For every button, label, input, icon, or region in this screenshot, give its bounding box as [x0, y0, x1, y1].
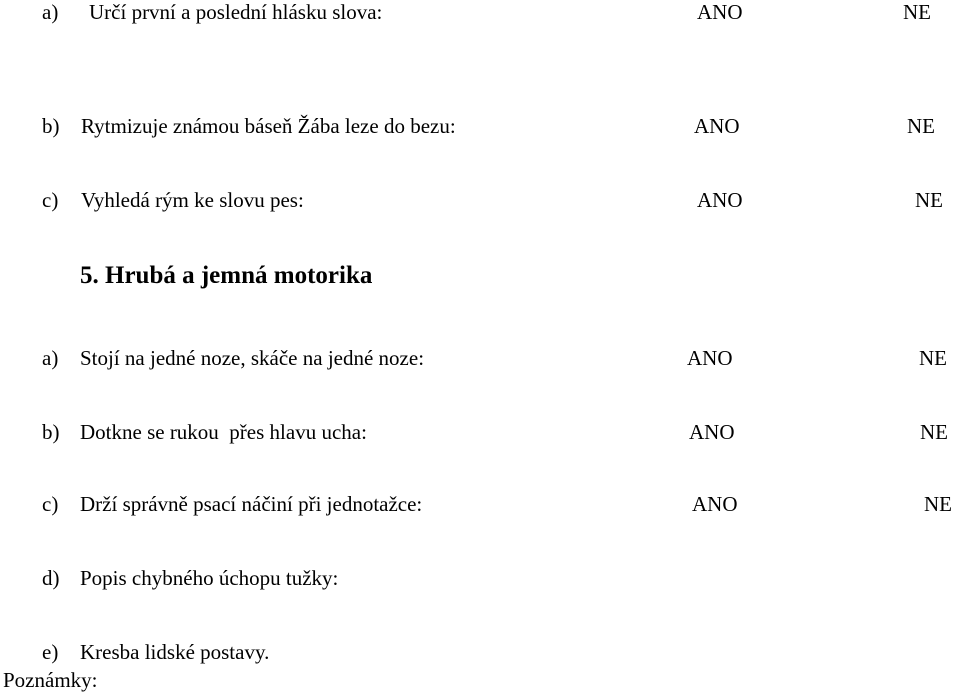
item-text: Dotkne se rukou přes hlavu ucha: [80, 420, 367, 444]
item-text: Rytmizuje známou báseň Žába leze do bezu: [81, 114, 456, 138]
answer-no[interactable]: NE [919, 346, 947, 370]
item-marker: c) [42, 188, 59, 212]
answer-yes[interactable]: ANO [697, 0, 743, 24]
answer-yes[interactable]: ANO [694, 114, 740, 138]
answer-yes[interactable]: ANO [692, 492, 738, 516]
answer-no[interactable]: NE [920, 420, 948, 444]
answer-yes[interactable]: ANO [697, 188, 743, 212]
item-marker: a) [42, 0, 59, 24]
answer-no[interactable]: NE [903, 0, 931, 24]
notes-label: Poznámky: [3, 668, 98, 692]
item-text: Určí první a poslední hlásku slova: [89, 0, 383, 24]
item-text: Vyhledá rým ke slovu pes: [81, 188, 304, 212]
item-text: Popis chybného úchopu tužky: [80, 566, 339, 590]
answer-yes[interactable]: ANO [689, 420, 735, 444]
item-marker: c) [42, 492, 59, 516]
item-marker: b) [42, 420, 60, 444]
answer-yes[interactable]: ANO [687, 346, 733, 370]
section-heading: 5. Hrubá a jemná motorika [80, 262, 373, 289]
item-marker: a) [42, 346, 59, 370]
item-text: Stojí na jedné noze, skáče na jedné noze: [80, 346, 425, 370]
item-marker: b) [42, 114, 60, 138]
item-text: Drží správně psací náčiní při jednotažce: [80, 492, 423, 516]
item-marker: d) [42, 566, 60, 590]
item-marker: e) [42, 640, 59, 664]
answer-no[interactable]: NE [915, 188, 943, 212]
answer-no[interactable]: NE [924, 492, 952, 516]
item-text: Kresba lidské postavy. [80, 640, 270, 664]
answer-no[interactable]: NE [907, 114, 935, 138]
